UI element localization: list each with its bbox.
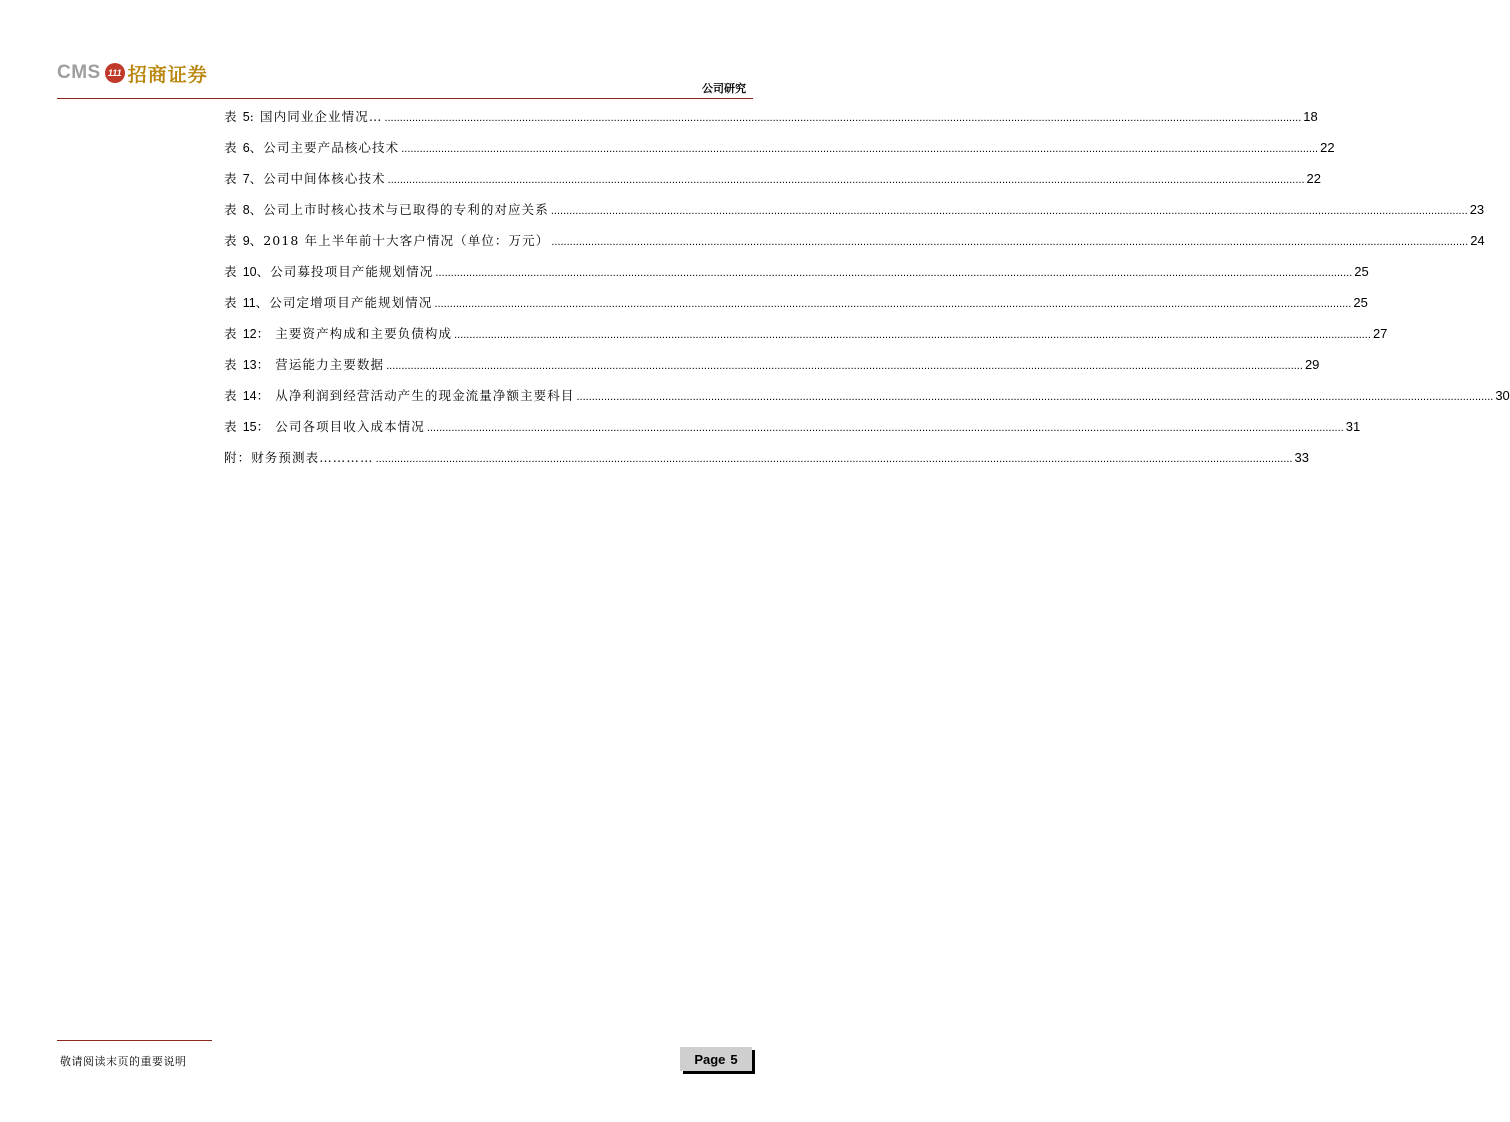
toc-entry-number: 11 [242, 296, 256, 310]
toc-page-number: 30 [1495, 388, 1510, 403]
toc-entry-number: 14 [242, 389, 257, 403]
toc-page-number: 25 [1353, 295, 1368, 310]
toc-entry[interactable] [224, 170, 1321, 201]
toc-entry-prefix: 表 [224, 295, 243, 310]
toc-entry-title [224, 294, 432, 312]
toc-entry-text: ： 公司各项目收入成本情况 [256, 419, 425, 434]
toc-dot-leader: ............................................................................................................................................................................................................................................................................................................ [401, 143, 1319, 155]
toc-entry-text: ： 营运能力主要数据 [256, 357, 385, 372]
toc-page-number: 29 [1304, 357, 1320, 372]
toc-entry[interactable] [224, 232, 1485, 263]
toc-dot-leader: ............................................................................................................................................................................................................................................................................................................ [426, 422, 1344, 434]
toc-dot-leader: ............................................................................................................................................................................................................................................................................................................ [434, 298, 1352, 310]
toc-entry-text: 、公司上市时核心技术与已取得的专利的对应关系 [249, 202, 549, 217]
toc-entry-text: 、公司定增项目产能规划情况 [255, 295, 433, 310]
header-divider [57, 98, 753, 99]
toc-entry-text: ： 主要资产构成和主要负债构成 [256, 326, 453, 341]
toc-entry-number: 13 [242, 358, 257, 372]
toc-entry[interactable] [224, 263, 1369, 294]
toc-entry-title [224, 449, 374, 467]
toc-entry[interactable] [224, 387, 1510, 418]
toc-entry-title [224, 387, 574, 405]
toc-dot-leader: ............................................................................................................................................................................................................................................................................................................ [576, 391, 1494, 403]
toc-entry-text: 附：财务预测表………… [224, 450, 374, 465]
toc-page-number: 31 [1345, 419, 1361, 434]
toc-entry-title [224, 108, 382, 126]
cms-logo [57, 60, 208, 86]
toc-entry-number: 6 [242, 141, 250, 155]
toc-entry-prefix: 表 [224, 233, 243, 248]
toc-page-number: 27 [1372, 326, 1388, 341]
toc-entry[interactable] [224, 418, 1361, 449]
toc-dot-leader: ............................................................................................................................................................................................................................................................................................................ [550, 205, 1468, 217]
toc-dot-leader: ............................................................................................................................................................................................................................................................................................................ [375, 453, 1293, 465]
toc-entry-number: 9 [242, 234, 250, 248]
toc-entry-title [224, 170, 386, 188]
page-number-badge [680, 1047, 752, 1071]
toc-entry-title [224, 263, 433, 281]
page-number: 5 [730, 1051, 738, 1067]
toc-dot-leader: ............................................................................................................................................................................................................................................................................................................ [387, 174, 1305, 186]
toc-page-number: 23 [1469, 202, 1485, 217]
toc-entry-text: 、公司募投项目产能规划情况 [256, 264, 434, 279]
logo-chinese-name: 招商证券 [127, 63, 208, 86]
toc-entry-title [224, 139, 399, 157]
toc-entry-prefix: 表 [224, 202, 243, 217]
page-label: Page [694, 1051, 726, 1067]
toc-entry-prefix: 表 [224, 140, 243, 155]
toc-entry-number: 15 [242, 420, 257, 434]
toc-entry-prefix: 表 [224, 357, 243, 372]
toc-entry-title [224, 201, 549, 219]
toc-entry-prefix: 表 [224, 264, 243, 279]
toc-entry-text: : 国内同业企业情况… [249, 109, 383, 124]
toc-page-number: 25 [1354, 264, 1369, 279]
toc-dot-leader: ............................................................................................................................................................................................................................................................................................................ [551, 236, 1469, 248]
toc-entry-number: 5 [242, 110, 250, 124]
toc-entry-text: 、公司中间体核心技术 [249, 171, 386, 186]
toc-entry-prefix: 表 [224, 388, 243, 403]
toc-page-number: 33 [1294, 450, 1309, 465]
toc-entry-title [224, 356, 384, 374]
toc-entry-prefix: 表 [224, 109, 243, 124]
toc-entry-text: 、公司主要产品核心技术 [249, 140, 400, 155]
report-category: 公司研究 [702, 82, 746, 95]
footer-divider [57, 1040, 212, 1041]
logo-cms-text: CMS [57, 62, 101, 83]
toc-page-number: 22 [1306, 171, 1321, 186]
toc-entry-prefix: 表 [224, 326, 243, 341]
toc-entry-text: ： 从净利润到经营活动产生的现金流量净额主要科目 [256, 388, 575, 403]
toc-entry[interactable] [224, 108, 1318, 139]
toc-entry-title [224, 325, 452, 343]
toc-entry-number: 10 [242, 265, 257, 279]
toc-entry-title [224, 418, 425, 436]
toc-dot-leader: ............................................................................................................................................................................................................................................................................................................ [384, 112, 1302, 124]
disclaimer-notice: 敬请阅读末页的重要说明 [60, 1055, 187, 1068]
toc-dot-leader: ............................................................................................................................................................................................................................................................................................................ [386, 360, 1303, 372]
logo-mark-icon: 111 [105, 63, 125, 83]
toc-entry[interactable] [224, 356, 1320, 387]
toc-entry-prefix: 表 [224, 171, 243, 186]
toc-entry-title [224, 232, 549, 250]
toc-page-number: 18 [1303, 109, 1318, 124]
toc-entry[interactable] [224, 325, 1388, 356]
toc-entry[interactable] [224, 449, 1309, 480]
toc-entry-number: 7 [242, 172, 250, 186]
toc-entry-text: 、2018 年上半年前十大客户情况（单位：万元） [249, 233, 550, 248]
toc-entry[interactable] [224, 201, 1485, 232]
toc-entry-number: 8 [242, 203, 250, 217]
toc-entry[interactable] [224, 139, 1335, 170]
toc-dot-leader: ............................................................................................................................................................................................................................................................................................................ [454, 329, 1371, 341]
toc-page-number: 24 [1470, 233, 1485, 248]
toc-page-number: 22 [1320, 140, 1335, 155]
toc-dot-leader: ............................................................................................................................................................................................................................................................................................................ [435, 267, 1353, 279]
table-of-contents [224, 108, 1510, 480]
toc-entry-number: 12 [242, 327, 257, 341]
toc-entry-prefix: 表 [224, 419, 243, 434]
toc-entry[interactable] [224, 294, 1368, 325]
